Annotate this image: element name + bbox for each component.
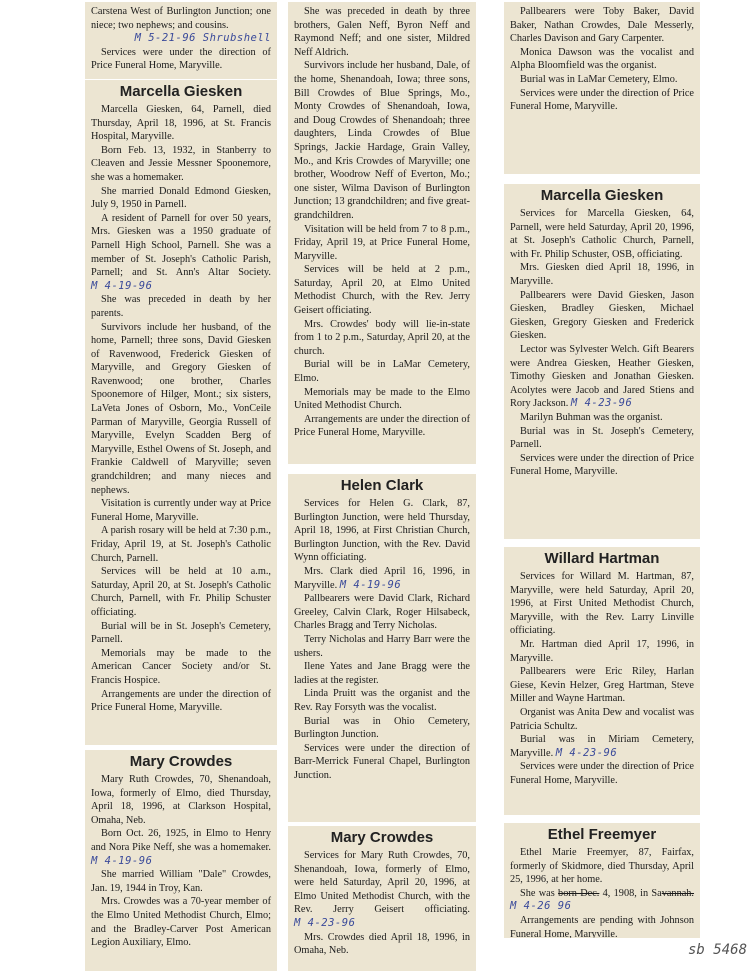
text: Ethel Marie Freemyer, 87, Fairfax, formerly of Skidmore, died Thursday, April 25, 1996, at her home. [510, 847, 694, 886]
text: Survivors include her husband, of the home, Parnell; three sons, David Giesken of Ravenwood, Frederick Giesken of Maryville, and Gregory Giesken of Ravenwood; one brother, Charles Spoonemore of Hilger, Mont.; six sisters, LaVeta Jones of Osborn, Mo., VonCeile Parman of Maryville, Georgia Russell of Maryville, Evelyn Scadden Berg of Maryville, Esthel Owens of St. Joseph, and Frankie Caldwell of Maryville; seven grandchildren; and many nieces and nephews. [91, 321, 271, 496]
text: Marcella Giesken, 64, Parnell, died Thursday, April 18, 1996, at St. Francis Hospital, Maryville. [91, 104, 271, 143]
text: Burial was in Miriam Cemetery, Maryville. M 4-23-96 [510, 734, 694, 759]
archive-margin-note: sb 5468 [688, 942, 748, 958]
text: Pallbearers were David Clark, Richard Greeley, Calvin Clark, Roger Hilsabeck, Charles Bragg and Terry Nicholas. [294, 593, 470, 632]
obituary-heading: Mary Crowdes [129, 753, 233, 770]
text: Services for Mary Ruth Crowdes, 70, Shenandoah, Iowa, formerly of Elmo, were held Saturday, April 20, 1996, at Elmo United Methodist Church, with the Rev. Jerry Geisert officiating. M 4-23-96 [294, 850, 470, 929]
text: Lector was Sylvester Welch. Gift Bearers were Andrea Giesken, Heather Giesken, Timothy Giesken and Jonathan Giesken. Acolytes were Jacob and Jared Stiens and Rory Jackson. M 4-23-96 [510, 343, 694, 410]
text: Memorials may be made to the American Cancer Society and/or St. Francis Hospice. [91, 647, 271, 686]
clipping-carstena-end [85, 2, 277, 79]
text: Born Feb. 13, 1932, in Stanberry to Cleaven and Jessie Messner Spoonemore, she was a homemaker. [91, 144, 271, 183]
text: Services were under the direction of Barr-Merrick Funeral Chapel, Burlington Junction. [294, 742, 470, 781]
obituary-heading: Marcella Giesken [540, 187, 664, 204]
text: Services were under the direction of Price Funeral Home, Maryville. [91, 46, 271, 72]
text: Mrs. Crowdes was a 70-year member of the Elmo United Methodist Church, Elmo; and the Bradley-Carver Post American Legion Auxiliary, Elmo. [91, 896, 271, 949]
text: Burial was in Ohio Cemetery, Burlington Junction. [294, 715, 470, 741]
text: Services for Willard M. Hartman, 87, Maryville, were held Saturday, April 20, 1996, at First United Methodist Church, Maryville, with the Rev. Larry Linville officiating. [510, 571, 694, 637]
text: Marilyn Buhman was the organist. [520, 411, 663, 423]
clipping-mary-crowdes-obituary [85, 750, 277, 971]
obituary-heading: Marcella Giesken [119, 83, 243, 100]
clipping-marcella-giesken-services [504, 184, 700, 539]
clipping-willard-hartman [504, 547, 700, 815]
text: Pallbearers were Eric Riley, Harlan Giese, Kevin Helzer, Greg Hartman, Steve Miller and Wayne Hartman. [510, 666, 694, 705]
clipping-mary-crowdes-services [288, 826, 476, 971]
text: Services for Helen G. Clark, 87, Burlington Junction, were held Thursday, April 18, 1996, at First Christian Church, Burlington Junction, with the Rev. David Wynn officiating. [294, 498, 470, 564]
text: Carstena West of Burlington Junction; one niece; two nephews; and cousins. [91, 6, 271, 31]
text: Services were under the direction of Price Funeral Home, Maryville. [510, 761, 694, 786]
text: She was born Dec. 4, 1908, in Savannah. M 4-26 96 [510, 887, 695, 913]
handwritten-date: M 4-19-96 [91, 279, 153, 292]
text: She was preceded in death by her parents. [91, 294, 271, 319]
text: Visitation will be held from 7 to 8 p.m., Friday, April 19, at Price Funeral Home, Maryville. [294, 223, 470, 262]
text: Burial was in St. Joseph's Cemetery, Parnell. [510, 425, 694, 451]
text: Terry Nicholas and Harry Barr were the ushers. [294, 633, 470, 659]
obituary-heading: Ethel Freemyer [547, 826, 657, 843]
text: A resident of Parnell for over 50 years, Mrs. Giesken was a 1950 graduate of Parnell High School, Parnell. She was a member of St. Joseph's Catholic Parish, Parnell; and St. Ann's Altar Society. M 4-19-96 [91, 212, 271, 292]
handwritten-date: M 4-19-96 [339, 578, 402, 591]
text: Arrangements are under the direction of Price Funeral Home, Maryville. [294, 413, 470, 439]
handwritten-date: M 4-23-96 [570, 397, 633, 410]
obituary-heading: Mary Crowdes [330, 829, 434, 846]
obituary-heading: Willard Hartman [544, 550, 660, 567]
text: Survivors include her husband, Dale, of the home, Shenandoah, Iowa; three sons, Bill Crowdes of Blue Springs, Mo., Monty Crowdes of Shenandoah, Iowa, and Doug Crowdes of Shenandoah; three daughters, Linda Crowdes of Blue Springs, Jackie Hardage, Grain Valley, Mo., and Kris Crowdes of Maryville; one brother, Woodrow Neff of Everton, Mo.; one sister, Wilma Davison of Burlington Junction; 13 grandchildren; and five great-grandchildren. [294, 60, 470, 221]
text: Linda Pruitt was the organist and the Rev. Ray Forsyth was the vocalist. [294, 688, 470, 713]
text: Mary Ruth Crowdes, 70, Shenandoah, Iowa, formerly of Elmo, died Thursday, April 18, 1996, at Clarkson Hospital, Omaha, Neb. [91, 774, 271, 826]
text: Burial will be in LaMar Cemetery, Elmo. [294, 359, 470, 385]
text: Born Oct. 26, 1925, in Elmo to Henry and Nora Pike Neff, she was a homemaker. M 4-19-96 [91, 828, 271, 867]
text: Arrangements are pending with Johnson Funeral Home, Maryville. [510, 914, 694, 938]
text: Pallbearers were Toby Baker, David Baker, Nathan Crowdes, Dale Messerly, Charles Davison and Gary Carpenter. [510, 6, 694, 45]
text: A parish rosary will be held at 7:30 p.m., Friday, April 19, at St. Joseph's Catholic Church, Parnell. [91, 525, 271, 564]
text: Burial will be in St. Joseph's Cemetery, Parnell. [91, 620, 271, 646]
handwritten-date: M 4-23-96 [555, 746, 618, 759]
text: Services were under the direction of Price Funeral Home, Maryville. [510, 452, 694, 478]
text: She married Donald Edmond Giesken, July 9, 1950 in Parnell. [91, 185, 271, 211]
text: Mrs. Giesken died April 18, 1996, in Maryville. [510, 262, 694, 287]
text: Organist was Anita Dew and vocalist was Patricia Schultz. [510, 706, 694, 732]
text: Burial was in LaMar Cemetery, Elmo. [520, 73, 678, 85]
handwritten-date: M 4-23-96 [294, 916, 356, 929]
text: Arrangements are under the direction of Price Funeral Home, Maryville. [91, 688, 271, 714]
text: Pallbearers were David Giesken, Jason Giesken, Bradley Giesken, Michael Giesken, Gregory Giesken and Frederick Giesken. [510, 289, 694, 342]
handwritten-date: M 4-19-96 [91, 854, 153, 867]
text: Services were under the direction of Price Funeral Home, Maryville. [510, 87, 694, 113]
text: Mrs. Crowdes' body will lie-in-state from 1 to 2 p.m., Saturday, April 20, at the church. [294, 318, 470, 357]
text: Services will be held at 2 p.m., Saturday, April 20, at Elmo United Methodist Church, with the Rev. Jerry Geisert officiating. [294, 264, 470, 317]
clipping-pallbearers-crowdes [504, 2, 700, 174]
text: Monica Dawson was the vocalist and Alpha Bloomfield was the organist. [510, 46, 694, 72]
clipping-helen-clark [288, 474, 476, 822]
text: Memorials may be made to the Elmo United Methodist Church. [294, 386, 470, 412]
text: Services will be held at 10 a.m., Saturday, April 20, at St. Joseph's Catholic Church, Parnell, with Fr. Philip Schuster officiating. [91, 566, 271, 618]
text: Services for Marcella Giesken, 64, Parnell, were held Saturday, April 20, 1996, at St. Joseph's Catholic Church, Parnell, with Fr. Philip Schuster, OSB, officiating. [510, 208, 694, 260]
text: Ilene Yates and Jane Bragg were the ladies at the register. [294, 661, 470, 686]
text: Mrs. Clark died April 16, 1996, in Maryville. M 4-19-96 [294, 565, 470, 591]
text: She married William "Dale" Crowdes, Jan. 19, 1944 in Troy, Kan. [91, 869, 271, 894]
handwritten-date: M 4-26 96 [510, 900, 572, 913]
text: Mr. Hartman died April 17, 1996, in Maryville. [510, 638, 694, 664]
text: Mrs. Crowdes died April 18, 1996, in Omaha, Neb. [294, 931, 470, 957]
clipping-ethel-freemyer [504, 823, 700, 938]
text: Visitation is currently under way at Price Funeral Home, Maryville. [91, 498, 271, 523]
text: She was preceded in death by three brothers, Galen Neff, Byron Neff and Raymond Neff; and one sister, Mildred Neff Aldrich. [294, 6, 470, 58]
clipping-marcella-giesken-obituary [85, 80, 277, 745]
clipping-mary-crowdes-continued [288, 2, 476, 464]
handwritten-date: M 5-21-96 Shrubshell [134, 32, 271, 45]
obituary-heading: Helen Clark [340, 477, 424, 494]
